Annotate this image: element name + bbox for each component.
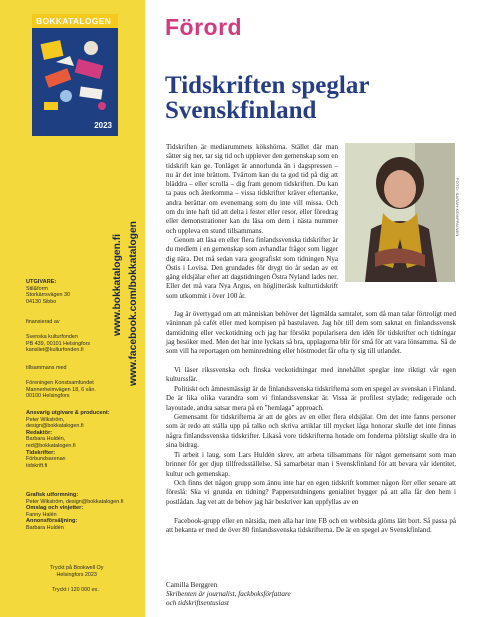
imprint-line: tillsammans med <box>26 365 67 371</box>
imprint-forening <box>26 380 96 400</box>
imprint-grafisk-label: Grafisk utformning: <box>26 492 79 498</box>
imprint-line: Stil&form <box>26 285 48 292</box>
paragraph-arbeit: Ti arbeit i laug, som Lars Huldén skrev, att arbeta tillsammans för något gemensamt som man brinner för ger djup tillfredsställelse. Så samarbetar man i Svenskfinland för att bevara vår identitet, kultur och gemenskap. <box>166 451 456 478</box>
imprint-redaktor-label: Redaktör: <box>26 429 53 436</box>
website-link[interactable]: www.bokkatalogen.fi <box>112 233 123 336</box>
imprint-utgivare <box>26 279 70 305</box>
imprint-line: tidskrift.fi <box>26 462 48 469</box>
catalog-cover-image <box>32 14 118 136</box>
imprint-annons-label: Annonsförsäljning: <box>26 518 78 525</box>
imprint-line: 04130 Sibbo <box>26 298 57 305</box>
imprint-tryck <box>50 565 103 578</box>
signature-name: Camilla Berggren <box>166 581 218 589</box>
headline-line: Svenskfinland <box>165 97 317 124</box>
portrait-illustration <box>345 143 455 282</box>
paragraph-gemensamt: Gemensamt för tidskrifterna är att de görs av en eller flera eldsjälar. Om det inte fanns personer som är redo att ställa upp på talko och skriva artiklar till mycket låga honorar skulle det inte finnas några finlandssvenska tidskrifter. Likaså vore tidskrifterna hotade om fonderna plötsligt skulle dra in sina bidrag. <box>166 413 456 449</box>
author-portrait-photo <box>345 143 455 282</box>
cover-title: BOKKATALOGEN <box>36 16 112 26</box>
facebook-link[interactable]: www.facebook.com/bokkatalogen <box>128 221 139 386</box>
imprint-tillsammans <box>26 365 66 372</box>
paragraph-facebook: Facebook-grupp eller en nätsida, men alla har inte FB och en webbsida glöms lätt bort. Så passa på att bekanta er med de över 80 finlandssvenska tidskrifterna. De är en spegel av Svenskfinland. <box>166 517 456 535</box>
signature-role: Skribenten är journalist, fackboksförfattare <box>166 590 291 598</box>
imprint-line: Svenska kulturfonden <box>26 334 78 340</box>
imprint-tidskrifter-label: Tidskrifter: <box>26 449 56 456</box>
imprint-line: Tryckt i 120 000 ex. <box>52 587 99 593</box>
imprint-line: Barbara Huldén <box>26 524 64 531</box>
imprint-finansierad <box>26 319 60 326</box>
section-title: Förord <box>165 14 243 40</box>
imprint-omslag-label: Omslag och vinjetter: <box>26 505 84 512</box>
cover-year: 2023 <box>94 121 112 130</box>
imprint-line: Mannerheimvägen 18, 6 vån. <box>26 386 96 393</box>
imprint-line: design@bokkatalogen.fi <box>26 423 84 430</box>
imprint-line: Storkärrsvägen 30 <box>26 292 71 299</box>
imprint-line: PB 439, 00101 Helsingfors <box>26 340 91 347</box>
photo-credit: FOTO: SARAH KEMPPAINEN <box>455 178 460 237</box>
signature-role: och tidskriftsentusiast <box>166 599 229 607</box>
imprint-line: Barbara Huldén, <box>26 436 66 443</box>
imprint-line: Peter Wikström, design@bokkatalogen.fi <box>26 498 124 505</box>
headline-line: Tidskriften speglar <box>165 72 370 99</box>
paragraph-veckotidningar: Vi läser rikssvenska och finska veckotidningar med innehållet speglar inte riktigt vår egen kulturssfär. <box>166 366 456 384</box>
paragraph-gemenskap: Genom att läsa en eller flera finlandssvenska tidskrifter är du medlem i en gemenskap som avhandlar frågor som ligger dig nära. Det må sedan vara geografiskt som tidningen Nya Östis i Lovisa. Den grundades för drygt tio år sedan av ett gäng eldsjälar efter att dagstidningen Östra Nyland lades ner. Eller det må vara Nya Argus, en höglitteräsk kulturtidskrift som utkommit i över 100 år. <box>166 236 339 300</box>
article-headline <box>165 73 465 123</box>
imprint-line: Tryckt på Bookwell Oy <box>50 565 104 571</box>
imprint-line: Peter Wikström, <box>26 416 65 423</box>
imprint-line: Fanny Halén <box>26 511 57 518</box>
imprint-line: kansliet@kulturfonden.fi <box>26 347 84 354</box>
cover-illustration <box>36 32 114 118</box>
imprint-utgivare-label: UTGIVARE: <box>26 279 57 285</box>
imprint-line: 00100 Helsingfors <box>26 393 70 400</box>
imprint-line: finansierad av <box>26 319 60 325</box>
imprint-design <box>26 492 123 532</box>
imprint-line: Föreningen Konstsamfundet <box>26 380 94 386</box>
imprint-fund <box>26 334 90 354</box>
paragraph-grupp: Och finns det någon grupp som ännu inte har en egen tidskrift kommer någon förr eller senare att föreslå: Ska vi grunda en tidning? Pappersutdningens genialitet bygger på att alla får den hem i postlådan. Jag vet att de behov jag här beskriver kan uppfyllas av en <box>166 479 456 506</box>
sidebar <box>0 0 145 617</box>
imprint-line: Förbundsarenan <box>26 456 66 463</box>
paragraph-intro: Tidskriften är mediarummets kökshörna. Stället där man sätter sig ner, tar sig tid och upplever den gemenskap som en tidskrift kan ge. Tonläget är annorlunda än i dagspressen – nu är det inte brättom. Tvärtom kan du ta god tid på dig att bläddra – eller scrolla – dig fram genom tidskriften. Du kan ta paus och återkomma – vissa tidskrifter kräver eftertanke, andra berättar om evenemang som du inte vill missa. Och om du inte haft tid att delta i fester eller resor, eller föredrag eller demonstrationer kan du läsa om dem i nästa nummer och uppleva en stund tillsammans. <box>166 143 338 235</box>
imprint-ansvarig-label: Ansvarig utgivare & producent: <box>26 410 110 416</box>
paragraph-samtalet: Jag är övertygad om att människan behöver det lågmälda samtalet, som då man talar förtroligt med väninnan på cafét eller med kompisen på bastulaven. Jag hör till dem som saknat en finlandssvensk damtidning eller veckotidning och jag har försökt popularisera den idén för tidskrifter och tidningar jag besöker med. Men det har inte lyckats så bra, upplagorna blir för små för att vara lönsamma. Så de som vill ha reportagen om heminredning eller höstmodet får ofta ty sig till utlandet. <box>166 310 456 356</box>
imprint-line: Helsingfors 2023 <box>56 571 97 578</box>
imprint-credits <box>26 410 110 469</box>
imprint-upplaga <box>52 587 99 594</box>
paragraph-politiskt: Politiskt och åmnesmässigt är de finlandssvenska tidskrifterna som en spegel av svenskan i Finland. De är lika olika varandra som vi finlandssvenskar är. Vissa är profilest stylade; redigerade och layoutade, andra satsar mera på en "hemlaga" approach. <box>166 385 456 412</box>
imprint-line: red@bokkatalogen.fi <box>26 442 76 449</box>
